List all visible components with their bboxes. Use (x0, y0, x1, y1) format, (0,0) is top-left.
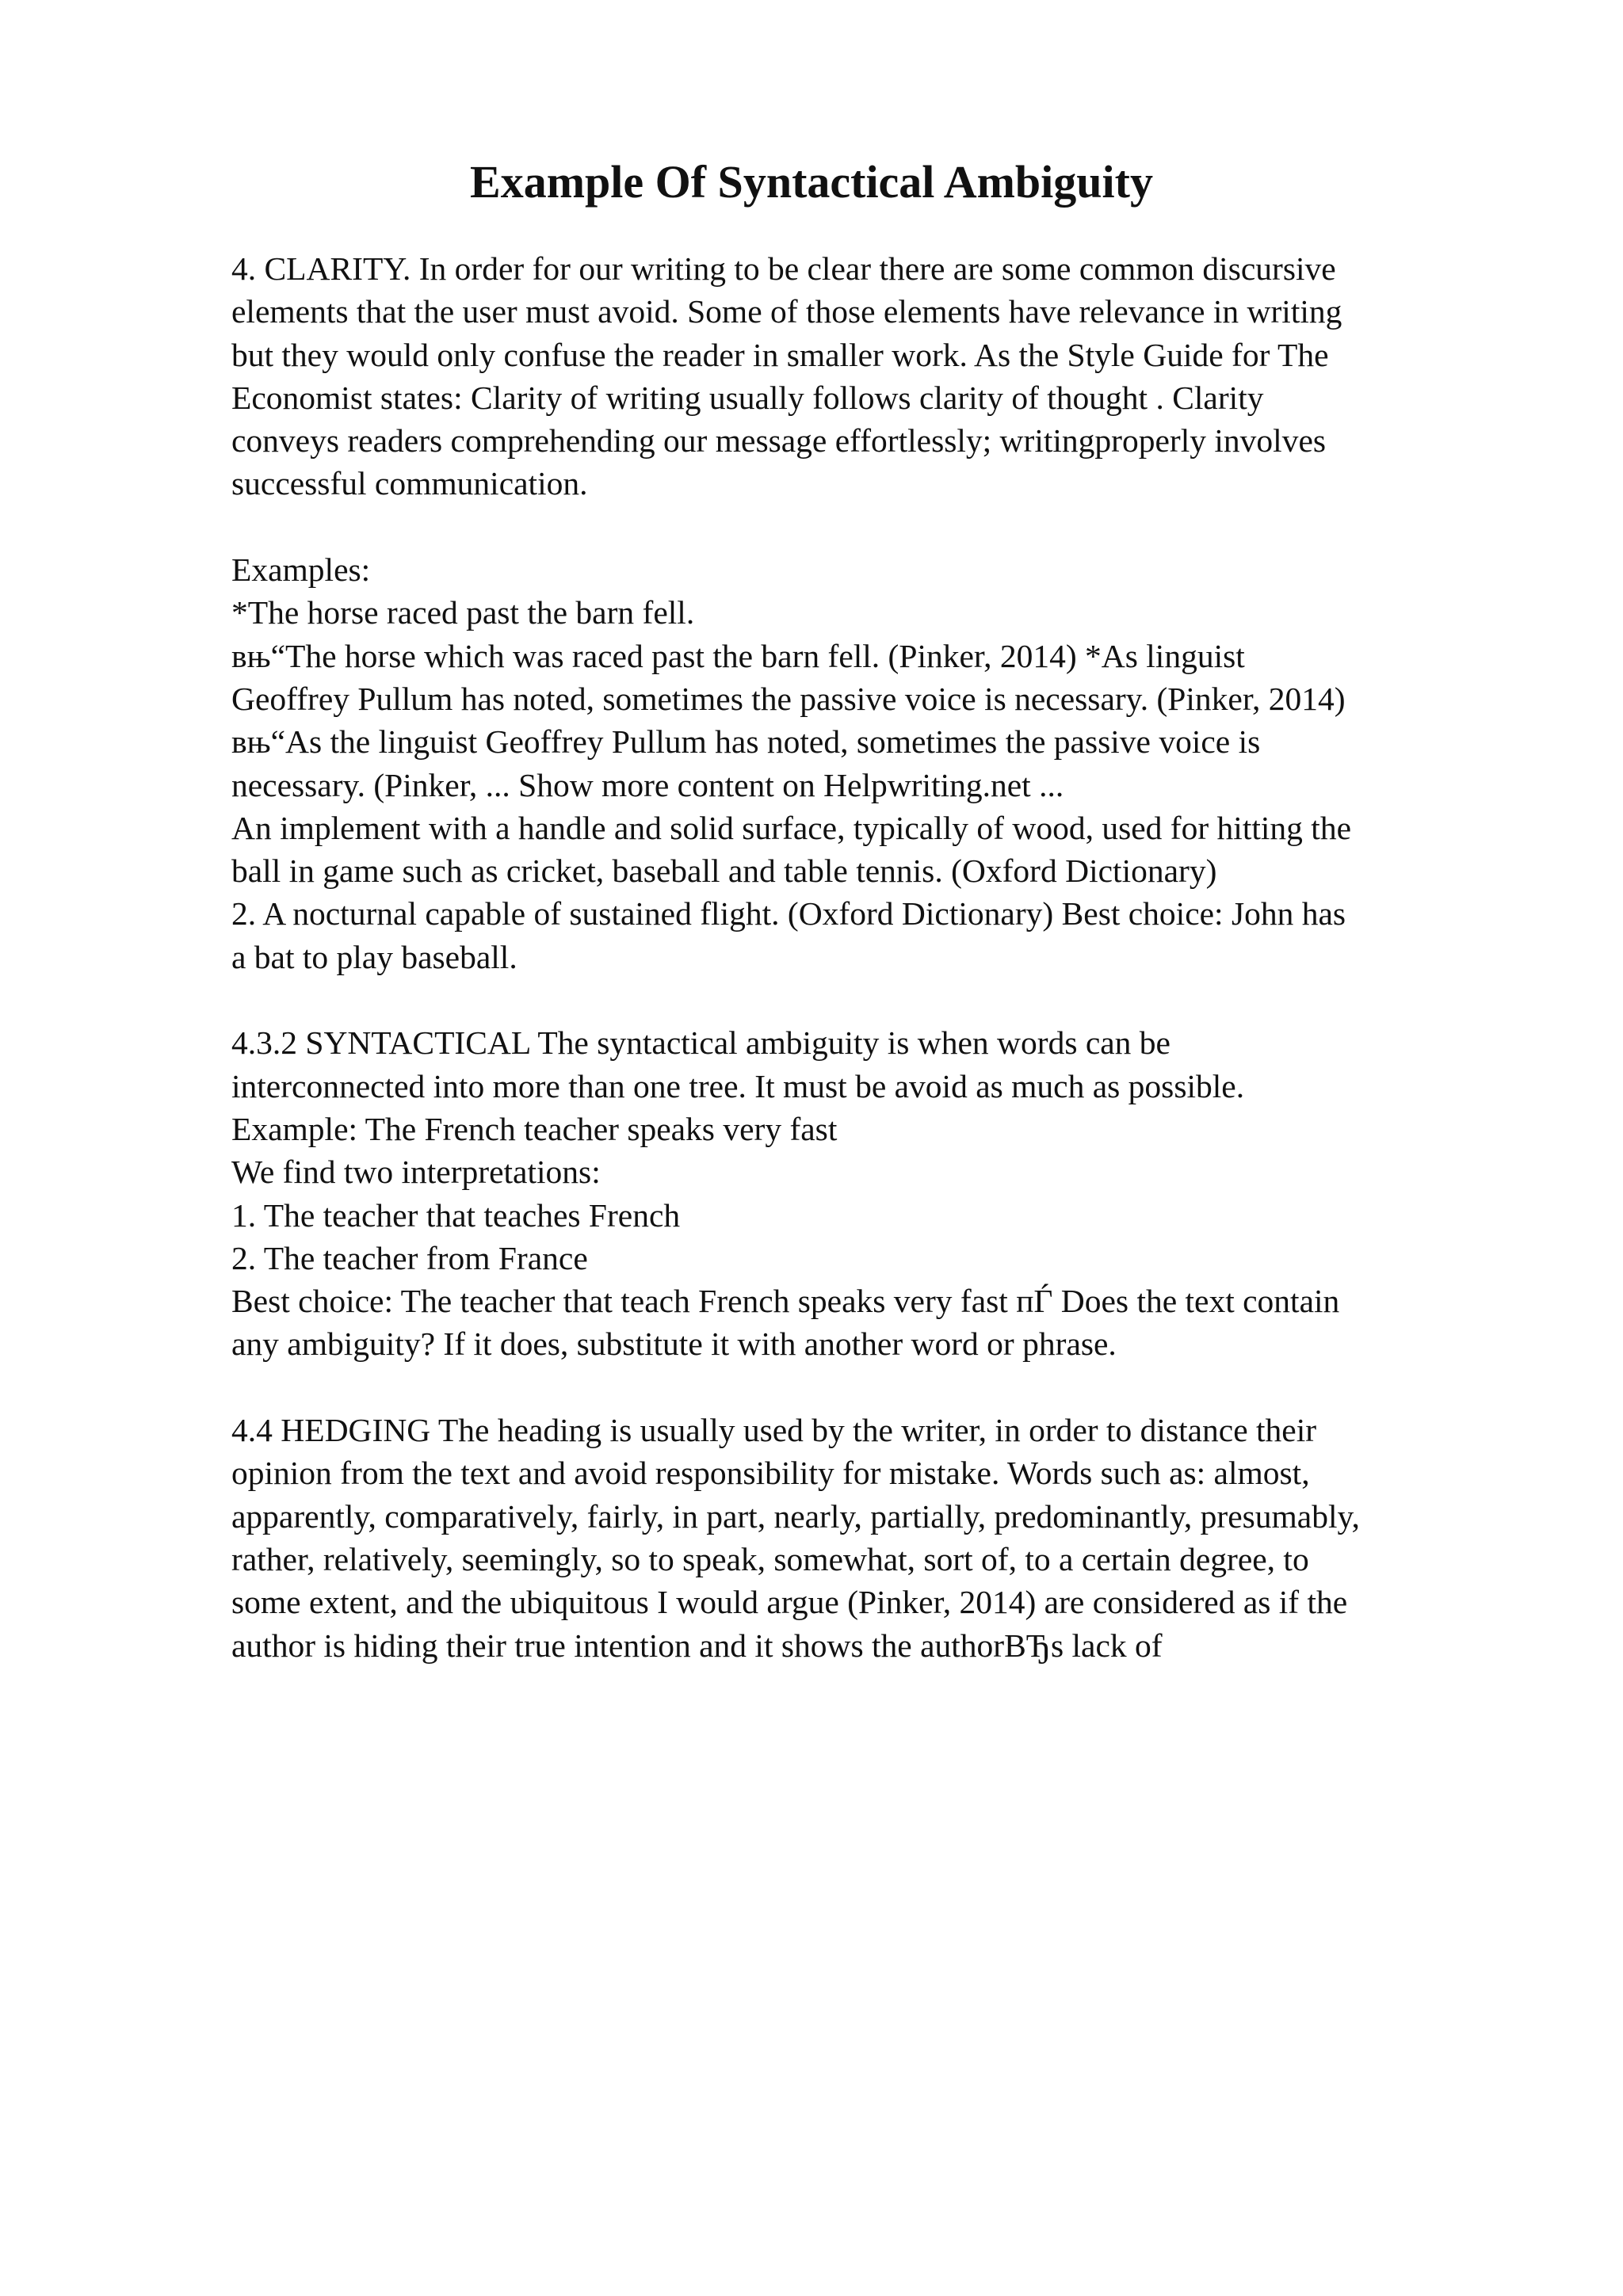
paragraph-gap (231, 978, 1579, 1021)
text-line: *The horse raced past the barn fell. (231, 594, 695, 631)
text-line: ball in game such as cricket, baseball and table tennis. (Oxford Dictionary) (231, 852, 1217, 890)
text-line: opinion from the text and avoid responsibility for mistake. Words such as: almost, (231, 1455, 1310, 1492)
text-line: 1. The teacher that teaches French (231, 1196, 681, 1234)
text-line: 4. CLARITY. In order for our writing to be clear there are some common discursive (231, 250, 1336, 287)
text-line: Economist states: Clarity of writing usually follows clarity of thought . Clarity (231, 379, 1264, 416)
text-line: Example: The French teacher speaks very fast (231, 1110, 838, 1147)
text-line: An implement with a handle and solid surface, typically of wood, used for hitting the (231, 809, 1351, 846)
text-line: elements that the user must avoid. Some of those elements have relevance in writing (231, 293, 1342, 330)
text-line: We find two interpretations: (231, 1154, 601, 1191)
text-line: a bat to play baseball. (231, 938, 517, 975)
text-line: some extent, and the ubiquitous I would argue (Pinker, 2014) are considered as if the (231, 1584, 1348, 1621)
text-line: any ambiguity? If it does, substitute it with another word or phrase. (231, 1325, 1117, 1363)
text-line: necessary. (Pinker, ... Show more content on Helpwriting.net ... (231, 766, 1064, 803)
text-line: 2. The teacher from France (231, 1239, 588, 1276)
text-line: вњ“The horse which was raced past the barn fell. (Pinker, 2014) *As linguist (231, 637, 1245, 674)
text-line: apparently, comparatively, fairly, in part, nearly, partially, predominantly, presumably, (231, 1497, 1360, 1535)
text-line: Best choice: The teacher that teach French speaks very fast пЃ Does the text contain (231, 1283, 1340, 1320)
text-line: author is hiding their true intention and it shows the authorBЂs lack of (231, 1627, 1163, 1664)
text-line: conveys readers comprehending our message effortlessly; writingproperly involves (231, 422, 1327, 460)
document-body (231, 247, 1579, 1667)
paragraph-gap (231, 1366, 1579, 1409)
text-line: successful communication. (231, 465, 588, 502)
document-title: Example Of Syntactical Ambiguity (470, 156, 1153, 208)
text-line: rather, relatively, seemingly, so to speak, somewhat, sort of, to a certain degree, to (231, 1540, 1309, 1577)
paragraph-gap (231, 505, 1579, 548)
text-line: вњ“As the linguist Geoffrey Pullum has noted, sometimes the passive voice is (231, 723, 1261, 761)
text-line: 4.3.2 SYNTACTICAL The syntactical ambiguity is when words can be (231, 1024, 1170, 1062)
text-line: Geoffrey Pullum has noted, sometimes the passive voice is necessary. (Pinker, 2014) (231, 680, 1346, 717)
text-line: 4.4 HEDGING The heading is usually used by the writer, in order to distance their (231, 1412, 1317, 1449)
text-line: Examples: (231, 551, 371, 589)
text-line: but they would only confuse the reader in smaller work. As the Style Guide for The (231, 336, 1329, 373)
text-line: 2. A nocturnal capable of sustained flight. (Oxford Dictionary) Best choice: John has (231, 895, 1346, 933)
text-line: interconnected into more than one tree. It must be avoid as much as possible. (231, 1067, 1245, 1104)
